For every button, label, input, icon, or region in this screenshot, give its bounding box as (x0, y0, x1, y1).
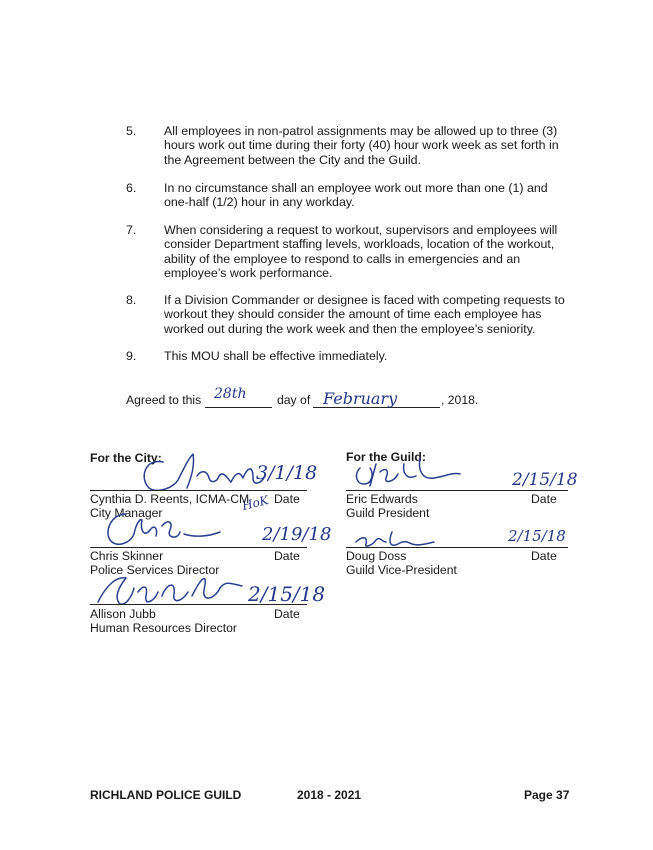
item-text: All employees in non-patrol assignments may be allowed up to three (3) hours work out time during their forty (40) hour work week as set forth in the Agreement between the City and the Guild. (164, 124, 559, 167)
agreement-suffix: , 2018. (441, 393, 479, 407)
agreement-middle: day of (277, 393, 311, 407)
signatory-title: Police Services Director (90, 563, 220, 577)
signature-line (90, 490, 307, 491)
city-heading: For the City: (90, 451, 162, 465)
date-label: Date (531, 549, 557, 563)
signature-line (346, 490, 568, 491)
signature-edwards (350, 450, 480, 494)
item-text: If a Division Commander or designee is faced with competing requests to workout they should consider the amount of time each employee has worked out during the work week and then the employee’s seniority. (164, 293, 565, 336)
signatory-name: Cynthia D. Reents, ICMA-CM (90, 492, 250, 506)
guild-heading: For the Guild: (346, 450, 426, 464)
date-label: Date (274, 549, 300, 563)
month-handwritten: February (323, 389, 398, 408)
signatory-title: Guild President (346, 506, 430, 520)
item-number: 9. (126, 349, 137, 363)
item-text: This MOU shall be effective immediately. (164, 349, 388, 363)
date-label: Date (274, 492, 300, 506)
signature-line (346, 547, 568, 548)
signatory-name: Allison Jubb (90, 607, 156, 621)
item-number: 8. (126, 293, 137, 307)
day-handwritten: 28th (214, 386, 247, 402)
footer-organization: RICHLAND POLICE GUILD (90, 788, 242, 802)
item-number: 7. (126, 223, 137, 237)
signature-skinner (100, 508, 250, 552)
item-text: In no circumstance shall an employee work out more than one (1) and one-half (1/2) hour in any workday. (164, 181, 548, 210)
item-number: 6. (126, 181, 137, 195)
date-handwritten: 3/1/18 (256, 462, 318, 484)
agreement-prefix: Agreed to this (126, 393, 202, 407)
signature-line (90, 604, 307, 605)
item-text: When considering a request to workout, supervisors and employees will consider Department staffing levels, workloads, location of the workout, ability of the employee to respond to calls in emergencies and an employee’s work performance. (164, 223, 558, 280)
date-handwritten: 2/15/18 (508, 527, 566, 545)
date-label: Date (531, 492, 557, 506)
signatory-title: Guild Vice-President (346, 563, 457, 577)
signature-line (90, 547, 307, 548)
day-blank (205, 407, 272, 408)
footer-page-number: Page 37 (524, 788, 570, 802)
signatory-name: Doug Doss (346, 549, 407, 563)
signatory-name: Eric Edwards (346, 492, 418, 506)
date-handwritten: 2/15/18 (512, 470, 578, 490)
signatory-name: Chris Skinner (90, 549, 164, 563)
date-label: Date (274, 607, 300, 621)
signatory-title: Human Resources Director (90, 621, 237, 635)
date-handwritten: 2/15/18 (248, 582, 326, 606)
initials-handwritten: HoK (240, 492, 270, 514)
date-handwritten: 2/19/18 (262, 524, 332, 545)
footer-term: 2018 - 2021 (297, 788, 362, 802)
item-number: 5. (126, 124, 137, 138)
signatory-title: City Manager (90, 506, 163, 520)
